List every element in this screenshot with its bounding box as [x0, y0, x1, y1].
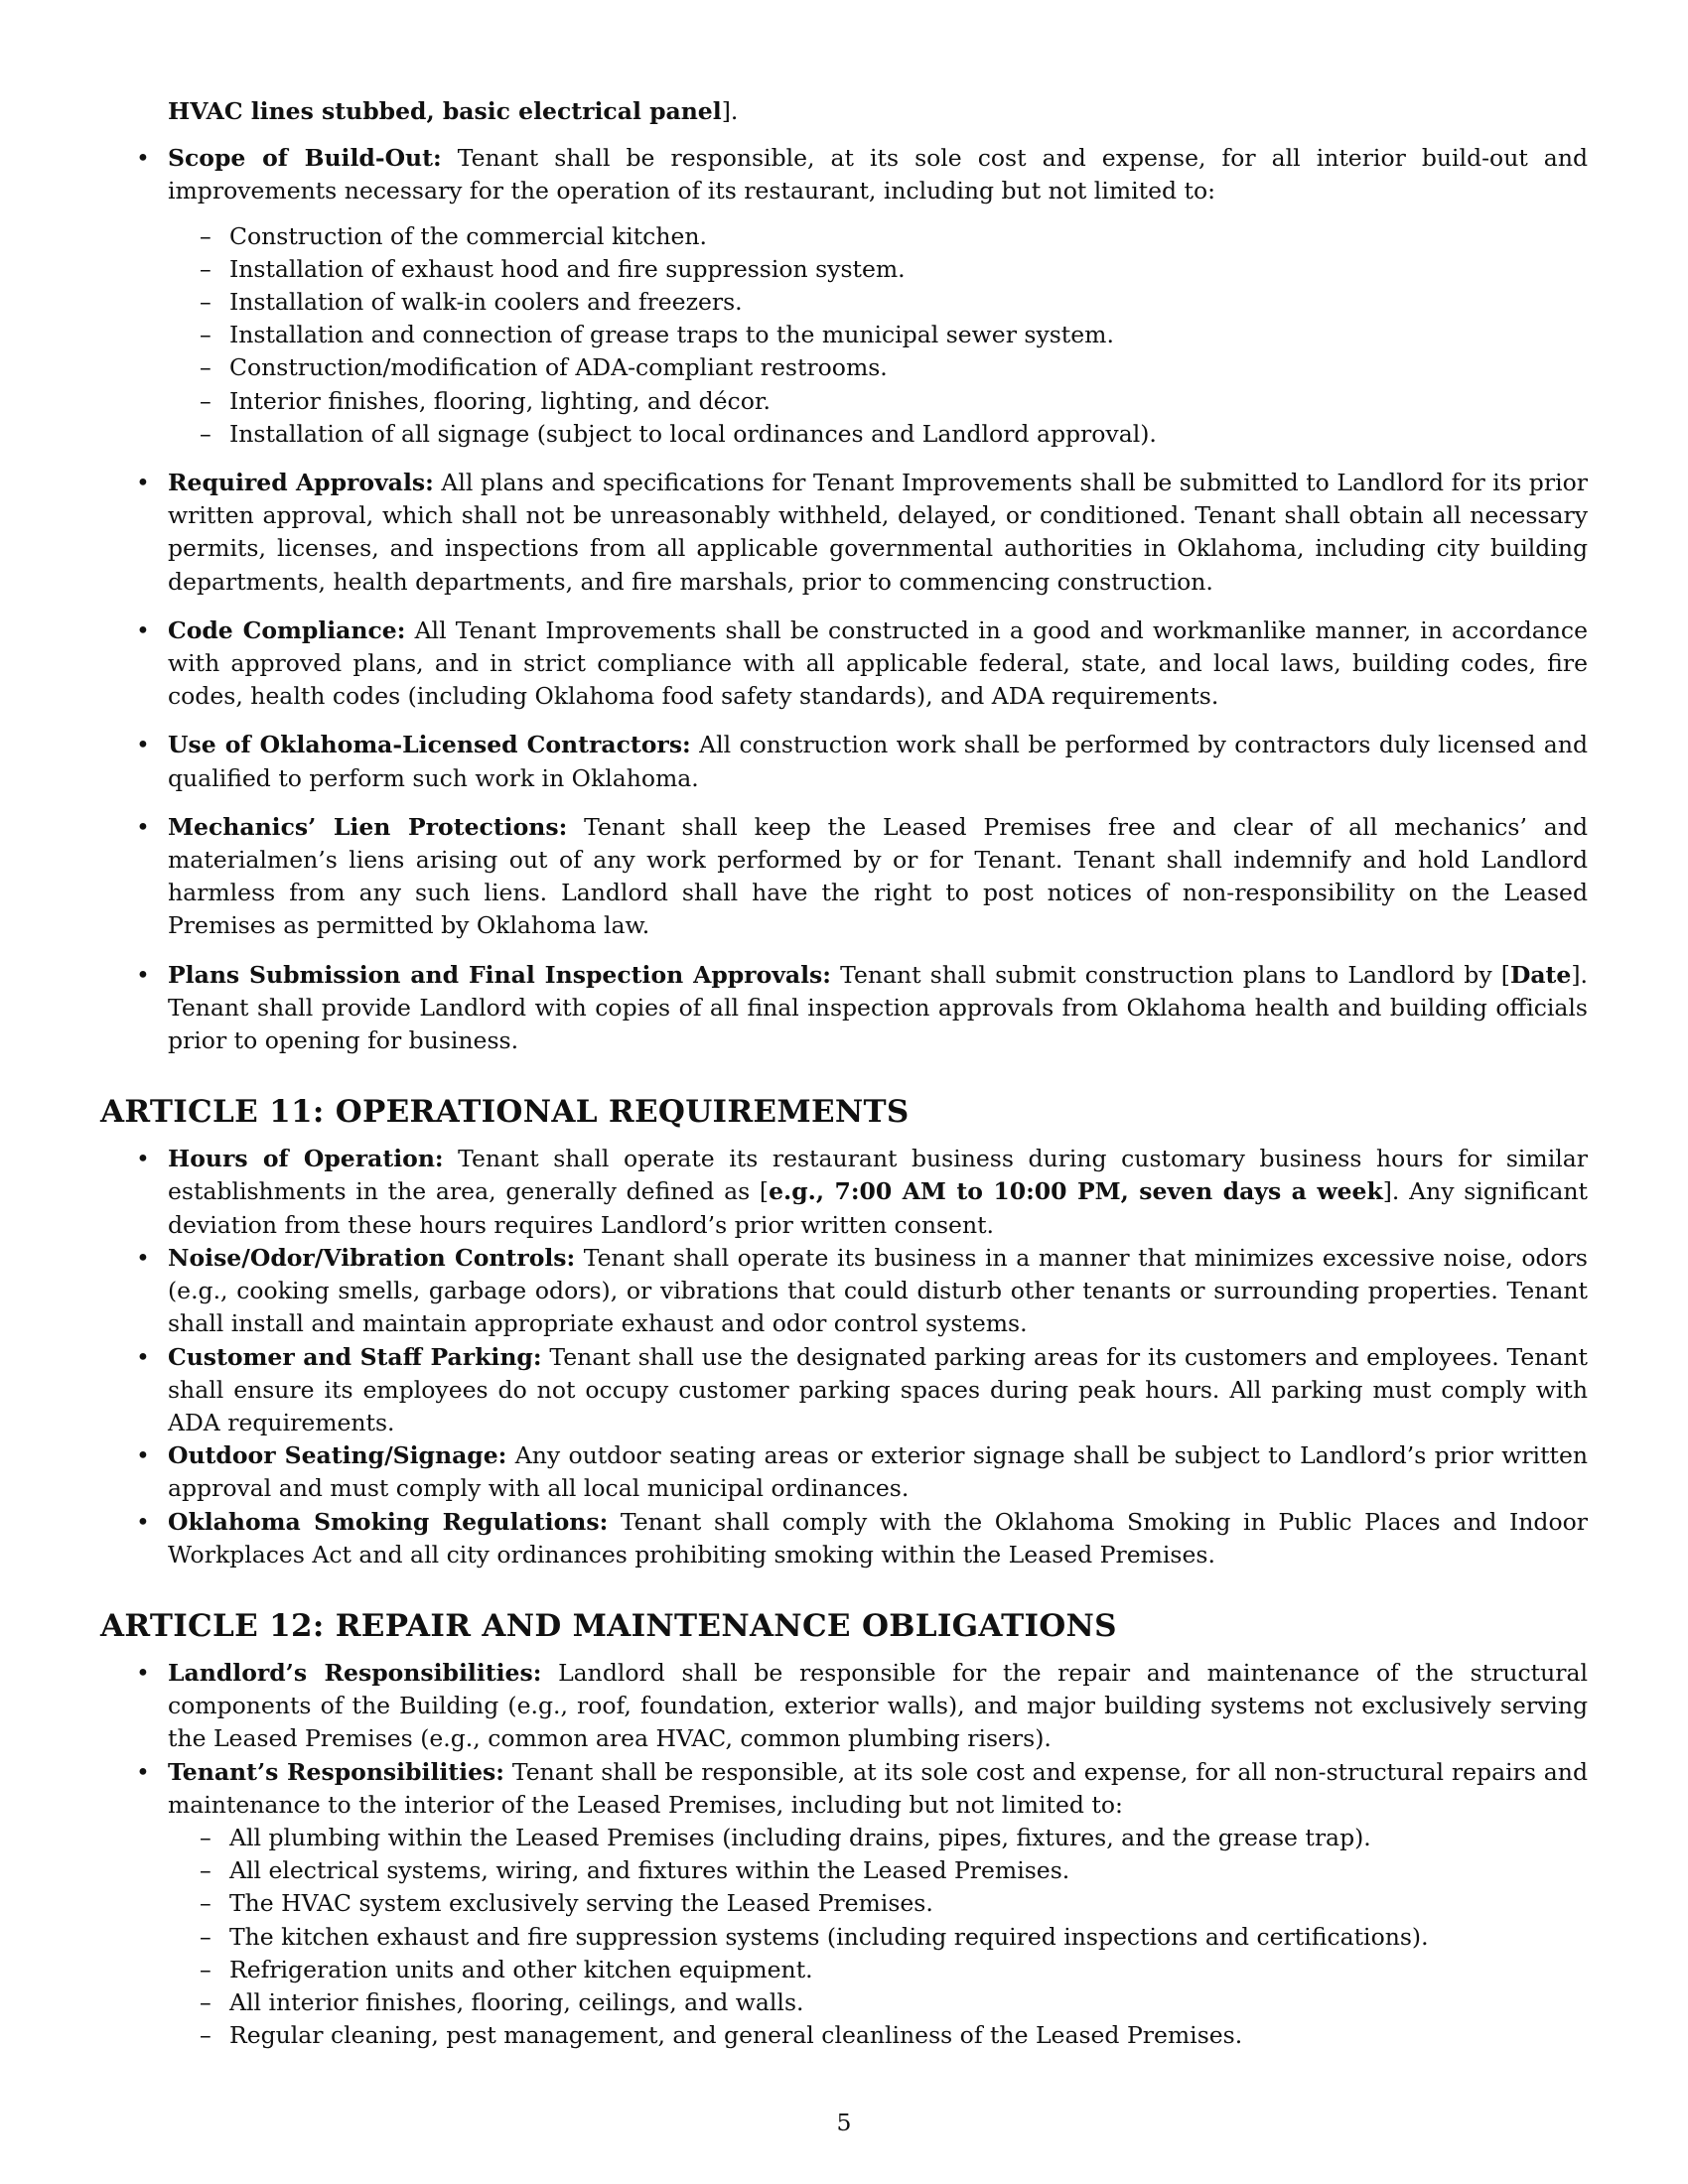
item-text: Any outdoor seating areas or exterior signage shall be subject to Landlord’s prior written approval and must comply with all local municipal ordinances. [168, 1441, 1588, 1503]
article-10-list [100, 142, 1588, 1057]
item-text: Tenant shall be responsible, at its sole cost and expense, for all interior build-out and improvements necessary for the operation of its restaurant, including but not limited to: [168, 144, 1588, 205]
list-item [100, 467, 1588, 599]
sub-item: – All interior finishes, flooring, ceilings, and walls. [168, 1986, 1588, 2019]
list-item: • Plans Submission and Final Inspection Approvals: Tenant shall submit construction plans to Landlord by [Date]. Tenant shall provide Landlord with copies of all final inspection approvals from Oklahoma health and building officials prior to opening for business. [100, 959, 1588, 1058]
item-label: Use of Oklahoma-Licensed Contractors: [168, 731, 691, 759]
item-text: All construction work shall be performed by contractors duly licensed and qualified to perform such work in Oklahoma. [168, 731, 1588, 792]
sub-item: – All plumbing within the Leased Premises (including drains, pipes, fixtures, and the grease trap). [168, 1822, 1588, 1854]
item-text: Tenant shall operate its business in a manner that minimizes excessive noise, odors (e.g., cooking smells, garbage odors), or vibrations that could disturb other tenants or surrounding properties. Tenant shall install and maintain appropriate exhaust and odor control systems. [168, 1243, 1588, 1338]
item-text: Tenant shall operate its restaurant business during customary business hours for similar establishments in the area, generally defined as [ [168, 1145, 1588, 1206]
continuation-line: HVAC lines stubbed, basic electrical panel]. [168, 97, 739, 125]
item-label: Required Approvals: [168, 469, 434, 497]
article-12-list [100, 1657, 1588, 2052]
item-text: Landlord shall be responsible for the repair and maintenance of the structural components of the Building (e.g., roof, foundation, exterior walls), and major building systems not exclusively serving the Leased Premises (e.g., common area HVAC, common plumbing risers). [168, 1658, 1588, 1753]
item-label: Hours of Operation: [168, 1145, 444, 1173]
sub-item: – Installation of walk-in coolers and freezers. [168, 286, 1588, 319]
build-out-sublist [168, 220, 1588, 451]
sub-item: – Regular cleaning, pest management, and general cleanliness of the Leased Premises. [168, 2019, 1588, 2052]
list-item [100, 142, 1588, 451]
list-item [100, 1756, 1588, 2053]
sub-item: – Construction/modification of ADA-compliant restrooms. [168, 351, 1588, 384]
item-text: Tenant shall use the designated parking areas for its customers and employees. Tenant shall ensure its employees do not occupy customer parking spaces during peak hours. All parking must comply with ADA requirements. [168, 1342, 1588, 1436]
item-label: Mechanics’ Lien Protections: [168, 812, 568, 841]
item-text: All Tenant Improvements shall be constructed in a good and workmanlike manner, in accordance with approved plans, and in strict compliance with all applicable federal, state, and local laws, building codes, fire codes, health codes (including Oklahoma food safety standards), and ADA requirements. [168, 615, 1588, 711]
list-item [100, 811, 1588, 943]
list-item [100, 729, 1588, 794]
sub-item: – Installation and connection of grease traps to the municipal sewer system. [168, 319, 1588, 351]
item-label: Plans Submission and Final Inspection Approvals: [168, 960, 831, 989]
continuation-bold: HVAC lines stubbed, basic electrical panel [168, 97, 722, 125]
article-11-heading: ARTICLE 11: OPERATIONAL REQUIREMENTS [100, 1094, 910, 1131]
item-text: Tenant shall submit construction plans to Landlord by [ [830, 960, 1510, 989]
list-item [100, 1242, 1588, 1341]
item-label: Outdoor Seating/Signage: [168, 1441, 507, 1470]
sub-item: – The kitchen exhaust and fire suppression systems (including required inspections and certifications). [168, 1921, 1588, 1954]
hours-placeholder: e.g., 7:00 AM to 10:00 PM, seven days a week [769, 1177, 1383, 1206]
list-item [100, 1657, 1588, 1756]
item-text: Tenant shall be responsible, at its sole cost and expense, for all non-structural repairs and maintenance to the interior of the Leased Premises, including but not limited to: [168, 1757, 1588, 1819]
item-label: Noise/Odor/Vibration Controls: [168, 1243, 576, 1272]
date-placeholder: Date [1509, 960, 1572, 989]
item-label: Landlord’s Responsibilities: [168, 1658, 542, 1687]
document-page [100, 95, 1588, 2052]
item-label: Code Compliance: [168, 615, 406, 644]
item-text: All plans and specifications for Tenant Improvements shall be submitted to Landlord for its prior written approval, which shall not be unreasonably withheld, delayed, or conditioned. Tenant shall obtain all necessary permits, licenses, and inspections from all applicable governmental authorities in Oklahoma, including city building departments, health departments, and fire marshals, prior to commencing construction. [168, 469, 1588, 596]
page-number: 5 [836, 2109, 852, 2136]
article-12-heading: ARTICLE 12: REPAIR AND MAINTENANCE OBLIGATIONS [100, 1607, 1117, 1644]
tenant-responsibilities-sublist [168, 1822, 1588, 2052]
item-text: Tenant shall keep the Leased Premises free and clear of all mechanics’ and materialmen’s liens arising out of any work performed by or for Tenant. Tenant shall indemnify and hold Landlord harmless from any such liens. Landlord shall have the right to post notices of non-responsibility on the Leased Premises as permitted by Oklahoma law. [168, 812, 1588, 940]
sub-item: – Installation of all signage (subject to local ordinances and Landlord approval). [168, 418, 1588, 451]
list-item: • Hours of Operation: Tenant shall operate its restaurant business during customary business hours for similar establishments in the area, generally defined as [e.g., 7:00 AM to 10:00 PM, seven days a week]. Any significant deviation from these hours requires Landlord’s prior written consent. [100, 1143, 1588, 1242]
list-item [100, 1439, 1588, 1505]
sub-item: – Installation of exhaust hood and fire suppression system. [168, 253, 1588, 286]
item-text: Tenant shall comply with the Oklahoma Smoking in Public Places and Indoor Workplaces Act and all city ordinances prohibiting smoking within the Leased Premises. [168, 1507, 1588, 1569]
article-11-list [100, 1143, 1588, 1571]
list-item [100, 1341, 1588, 1440]
item-label: Oklahoma Smoking Regulations: [168, 1507, 609, 1536]
item-label: Scope of Build-Out: [168, 144, 442, 173]
list-item [100, 1506, 1588, 1571]
item-label: Tenant’s Responsibilities: [168, 1757, 504, 1786]
list-item [100, 614, 1588, 714]
sub-item: – Interior finishes, flooring, lighting, and décor. [168, 385, 1588, 418]
item-label: Customer and Staff Parking: [168, 1342, 542, 1371]
sub-item: – Construction of the commercial kitchen. [168, 220, 1588, 253]
sub-item: – The HVAC system exclusively serving the Leased Premises. [168, 1887, 1588, 1920]
sub-item: – All electrical systems, wiring, and fixtures within the Leased Premises. [168, 1854, 1588, 1887]
sub-item: – Refrigeration units and other kitchen equipment. [168, 1954, 1588, 1986]
